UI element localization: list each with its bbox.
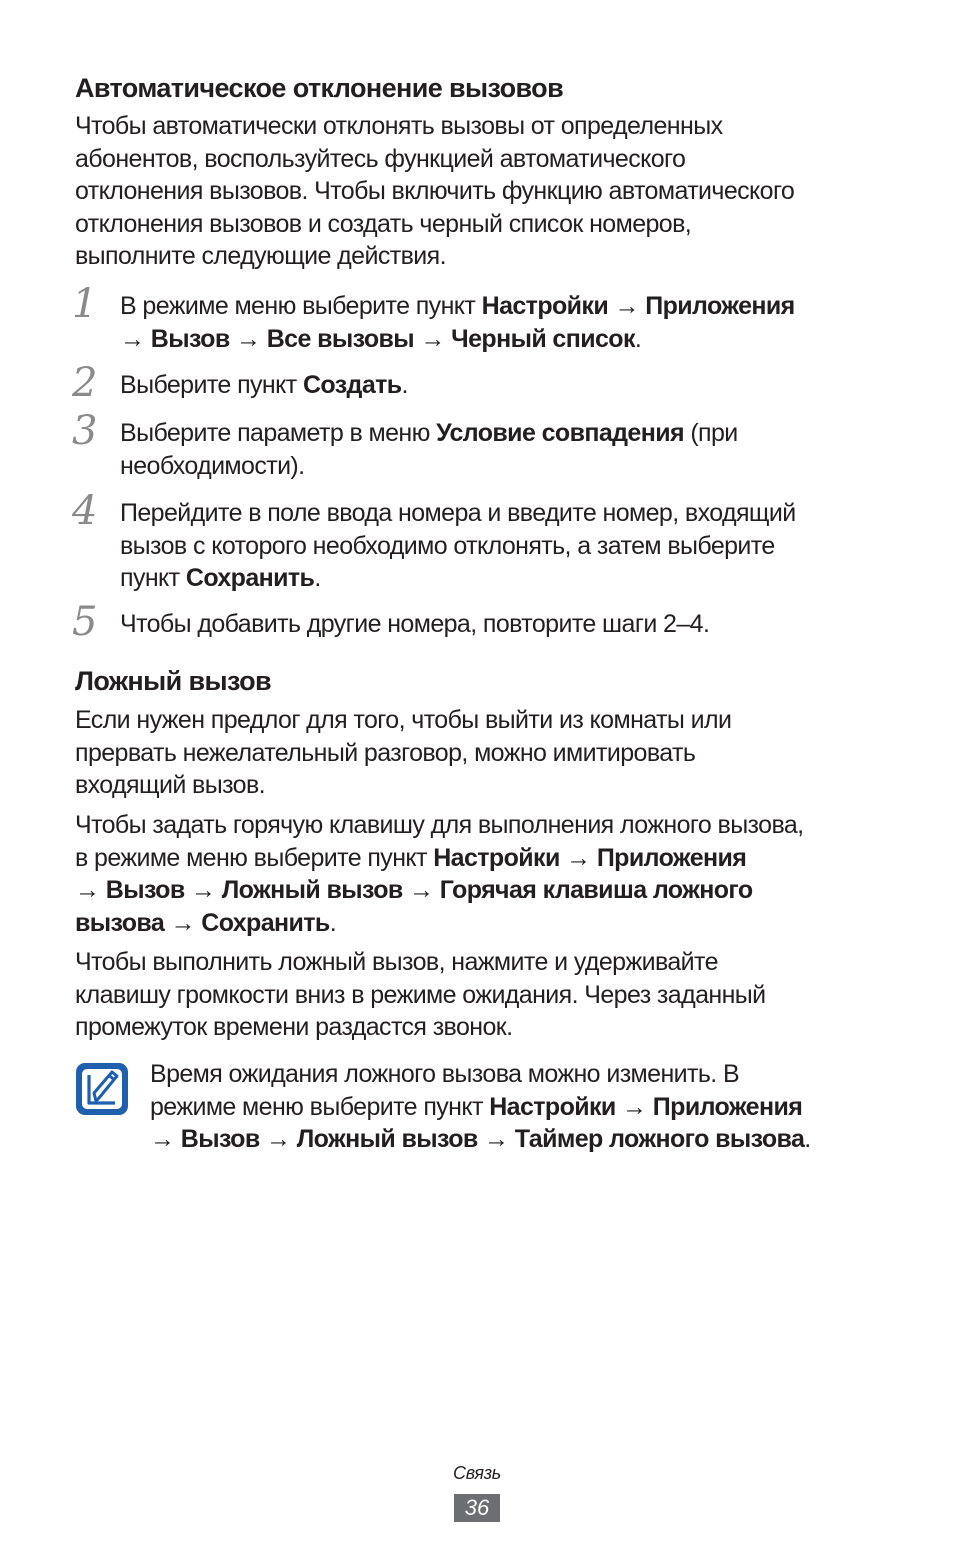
- step-number: 1: [72, 281, 98, 327]
- step-text: [120, 608, 709, 641]
- step-number: 5: [72, 599, 98, 645]
- arrow: →: [608, 292, 646, 320]
- step-text: [120, 290, 795, 355]
- fake-call-intro: [75, 704, 731, 802]
- text: .: [634, 324, 642, 353]
- step-line: Перейдите в поле ввода номера и введите номер, входящий: [120, 499, 796, 527]
- menu-path-item: Ложный вызов: [296, 1125, 478, 1153]
- intro-line: абонентов, воспользуйтесь функцией автоматического: [75, 144, 686, 173]
- menu-path-item: Таймер ложного вызова: [514, 1125, 805, 1153]
- menu-path-item: Все вызовы: [266, 324, 415, 353]
- text: .: [329, 908, 337, 937]
- step-line: Чтобы добавить другие номера, повторите шаги 2–4.: [120, 610, 710, 638]
- text: Выберите пункт: [120, 371, 303, 399]
- menu-path-item: Вызов: [180, 1125, 260, 1153]
- fake-call-usage: [75, 946, 766, 1044]
- note-line: [150, 1123, 811, 1156]
- arrow: →: [259, 1125, 297, 1153]
- note-text: [150, 1058, 811, 1156]
- arrow: →: [184, 876, 222, 904]
- footer-section-name: Связь: [453, 1463, 501, 1483]
- arrow: →: [150, 1125, 181, 1153]
- intro-line: выполните следующие действия.: [75, 242, 446, 270]
- arrow: →: [402, 876, 440, 904]
- menu-path-item: Создать: [302, 371, 402, 399]
- step-line: [120, 369, 408, 402]
- text: .: [804, 1125, 811, 1153]
- menu-path-item: Вызов: [150, 324, 230, 353]
- menu-path-item: Настройки: [433, 843, 560, 872]
- page-number: 36: [454, 1494, 500, 1522]
- note-pencil-icon: [74, 1061, 130, 1117]
- menu-path-item: Условие совпадения: [436, 419, 684, 447]
- section-heading-fake-call: Ложный вызов: [75, 666, 271, 696]
- step-line: [120, 417, 738, 450]
- step-text: [120, 497, 796, 595]
- arrow: →: [414, 324, 452, 353]
- menu-path-item: Приложения: [645, 292, 795, 320]
- text: (при: [683, 419, 738, 447]
- para-line: [75, 874, 804, 907]
- para-line: входящий вызов.: [75, 771, 265, 799]
- text: пункт: [120, 564, 186, 592]
- note-box: [0, 1058, 954, 1158]
- menu-path-item: Сохранить: [185, 564, 315, 592]
- para-line: прервать нежелательный разговор, можно имитировать: [75, 738, 696, 767]
- menu-path-item: Настройки: [489, 1092, 616, 1121]
- step-text: [120, 369, 408, 402]
- step-line: [120, 290, 795, 323]
- para-line: Чтобы задать горячую клавишу для выполнения ложного вызова,: [75, 811, 804, 839]
- step-number: 4: [72, 488, 98, 534]
- menu-path-item: Черный список: [451, 324, 635, 353]
- menu-path-item: Настройки: [481, 292, 609, 320]
- menu-path-item: Приложения: [596, 843, 747, 872]
- menu-path-item: вызова: [75, 908, 165, 937]
- menu-path-item: Приложения: [652, 1092, 803, 1121]
- text: режиме меню выберите пункт: [150, 1092, 490, 1121]
- step-number: 2: [72, 360, 98, 406]
- text: В режиме меню выберите пункт: [120, 292, 482, 320]
- arrow: →: [164, 908, 202, 937]
- text: .: [401, 371, 408, 399]
- fake-call-hotkey-instructions: [75, 809, 804, 939]
- arrow: →: [615, 1092, 653, 1121]
- note-line: [150, 1091, 811, 1124]
- step-line: [120, 323, 795, 356]
- arrow: →: [75, 876, 106, 904]
- text: .: [314, 564, 321, 592]
- intro-line: Чтобы автоматически отклонять вызовы от определенных: [75, 112, 723, 140]
- menu-path-item: Горячая клавиша ложного: [439, 876, 753, 904]
- arrow: →: [477, 1125, 515, 1153]
- step-text: [120, 417, 738, 482]
- para-line: клавишу громкости вниз в режиме ожидания. Через заданный: [75, 980, 766, 1009]
- text: Выберите параметр в меню: [120, 419, 437, 447]
- step-line: [120, 562, 796, 595]
- arrow: →: [120, 324, 151, 353]
- text: в режиме меню выберите пункт: [75, 843, 434, 872]
- step-number: 3: [72, 408, 98, 454]
- note-line: Время ожидания ложного вызова можно изменить. В: [150, 1060, 740, 1088]
- para-line: [75, 842, 804, 875]
- para-line: Чтобы выполнить ложный вызов, нажмите и удерживайте: [75, 948, 718, 976]
- para-line: Если нужен предлог для того, чтобы выйти из комнаты или: [75, 706, 732, 734]
- intro-line: отклонения вызовов. Чтобы включить функцию автоматического: [75, 177, 795, 205]
- arrow: →: [229, 324, 267, 353]
- menu-path-item: Вызов: [105, 876, 185, 904]
- step-line: вызов с которого необходимо отклонять, а затем выберите: [120, 531, 775, 560]
- step-line: необходимости).: [120, 451, 305, 480]
- para-line: [75, 907, 804, 940]
- arrow: →: [559, 843, 597, 872]
- auto-reject-intro: [75, 110, 794, 273]
- intro-line: отклонения вызовов и создать черный список номеров,: [75, 209, 692, 238]
- menu-path-item: Сохранить: [201, 908, 330, 937]
- section-heading-auto-reject: Автоматическое отклонение вызовов: [75, 73, 564, 103]
- menu-path-item: Ложный вызов: [221, 876, 403, 904]
- para-line: промежуток времени раздастся звонок.: [75, 1013, 513, 1041]
